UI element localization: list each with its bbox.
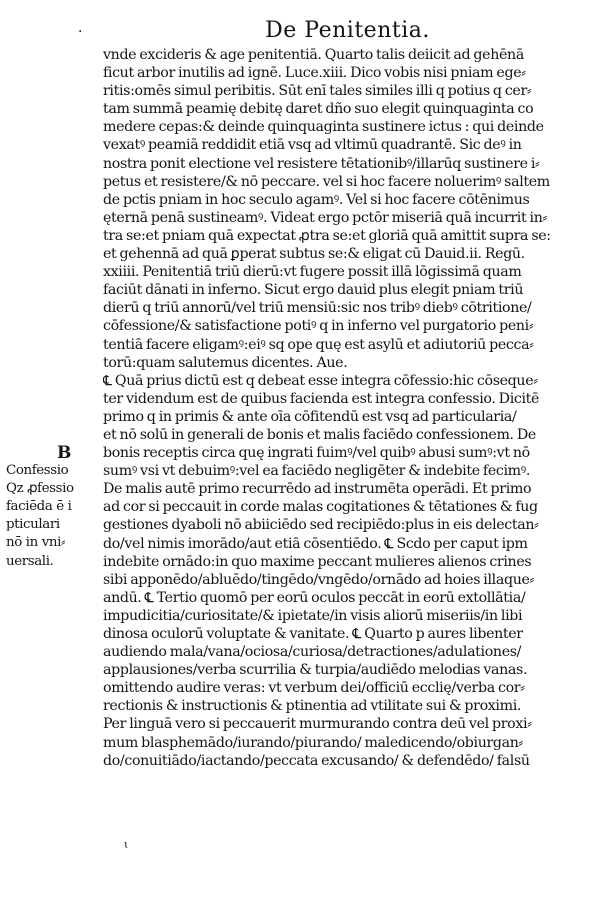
text-line: indebite ornādo:in quo maxime peccant mulieres alienos crines bbox=[103, 553, 532, 570]
margin-note-line: nō in vni⸗ bbox=[6, 535, 66, 551]
margin-note-line: uersali. bbox=[6, 553, 54, 569]
text-line: dierū q triū annorū/vel triū mensiū:sic nos tribꝰ diebꝰ cōtritione/ bbox=[103, 300, 532, 317]
text-line: applausiones/verba scurrilia & turpia/audiēdo melodias vanas. bbox=[103, 662, 528, 679]
text-line: andū. ℄ Tertio quomō per eorū oculos peccāt in eorū extollātia/ bbox=[103, 589, 526, 606]
text-line: do/vel nimis imorādo/aut etiā cōsentiēdo. ℄ Scdo per caput ipm bbox=[103, 535, 528, 552]
text-line: tam summā peamię debitę daret dño suo elegit quinquaginta co bbox=[103, 101, 534, 118]
text-line: tentiā facere eligamꝰ:eiꝰ sq ope quę est asylū et adiutoriū pecca⸗ bbox=[103, 336, 534, 353]
text-line: faciūt dānati in inferno. Sicut ergo dauid plus elegit pniam triū bbox=[103, 282, 524, 299]
page-foot-mark: ɩ bbox=[124, 838, 129, 851]
text-line: tra se:et pniam quā expectat ꝓtra se:et gloriā quā amittit supra se: bbox=[103, 227, 551, 244]
text-line: De malis autē primo recurrēdo ad instrumēta operādi. Et primo bbox=[103, 481, 532, 498]
text-line: omittendo audire veras: vt verbum dei/officiū ecclię/verba cor⸗ bbox=[103, 680, 525, 697]
text-line: ficut arbor inutilis ad ignē. Luce.xiii. Dico vobis nisi pniam ege⸗ bbox=[103, 65, 526, 82]
text-line: torū:quam salutemus dicentes. Aue. bbox=[103, 354, 348, 371]
text-line: do/conuitiādo/iactando/peccata excusando/ & defendēdo/ falsū bbox=[103, 752, 530, 769]
text-line: medere cepas:& deinde quinquaginta sustinere ictus : qui deinde bbox=[103, 119, 544, 136]
margin-initial: B bbox=[57, 444, 71, 463]
text-line: petus et resistere/& nō peccare. vel si hoc facere noluerimꝰ saltem bbox=[103, 173, 550, 190]
text-line: vnde excideris & age penitentiā. Quarto talis deiicit ad gehēnā bbox=[103, 47, 524, 63]
margin-notes bbox=[6, 444, 102, 571]
margin-note-line: Qz ꝓfessio bbox=[6, 481, 74, 497]
text-line: ęternā penā sustineamꝰ. Videat ergo pctōr miseriā quā incurrit in⸗ bbox=[103, 209, 547, 226]
text-line: sumꝰ vsi vt debuimꝰ:vel ea faciēdo negligēter & indebite fecimꝰ. bbox=[103, 463, 530, 480]
margin-note-line: faciēda ē i bbox=[6, 499, 72, 515]
text-line: vexatꝰ peamiā reddidit etiā vsq ad vltimū quadrantē. Sic deꝰ in bbox=[103, 137, 522, 154]
text-line: rectionis & instructionis & ptinentia ad vtilitate sui & proximi. bbox=[103, 698, 522, 715]
text-line: primo q in primis & ante oīa cōfitendū est vsq ad particularia/ bbox=[103, 408, 517, 425]
text-line: ritis:omēs simul peribitis. Sūt enī tales similes illi q potius q cer⸗ bbox=[103, 83, 532, 100]
text-line: Per linguā vero si peccauerit murmurando contra deū vel proxi⸗ bbox=[103, 716, 532, 733]
text-line: bonis receptis circa quę ingrati fuimꝰ/vel quibꝰ abusi sumꝰ:vt nō bbox=[103, 445, 530, 462]
margin-note-line: pticulari bbox=[6, 517, 60, 533]
text-line: cōfessione/& satisfactione potiꝰ q in inferno vel purgatorio peni⸗ bbox=[103, 318, 534, 335]
text-line: mum blasphemādo/iurando/piurando/ maledicendo/obiurgan⸗ bbox=[103, 734, 523, 751]
text-line: xxiiii. Penitentiā triū dierū:vt fugere possit illā lōgissimā quam bbox=[103, 264, 522, 281]
text-line: impudicitia/curiositate/& ipietate/in visis aliorū miseriis/in libi bbox=[103, 607, 523, 624]
text-line: de pctis pniam in hoc seculo agamꝰ. Vel si hoc facere cōtēnimus bbox=[103, 191, 530, 208]
text-line: ℄ Quā prius dictū est q debeat esse integra cōfessio:hic cōseque⸗ bbox=[103, 372, 538, 389]
text-line: audiendo mala/vana/ociosa/curiosa/detractiones/adulationes/ bbox=[103, 644, 522, 661]
text-line: dinosa oculorū voluptate & vanitate. ℄ Quarto p aures libenter bbox=[103, 626, 523, 642]
text-line: ad cor si peccauit in corde malas cogitationes & tētationes & fug bbox=[103, 499, 538, 516]
text-line: sibi apponēdo/abluēdo/tingēdo/vngēdo/ornādo ad hoies illaque⸗ bbox=[103, 571, 534, 588]
text-line: ter videndum est de quibus facienda est integra confessio. Dicitē bbox=[103, 390, 540, 407]
text-line: et nō solū in generali de bonis et malis faciēdo confessionem. De bbox=[103, 426, 536, 443]
text-line: et gehennā ad quā ꝑperat subtus se:& eligat cū Dauid.ii. Regū. bbox=[103, 246, 525, 263]
running-head: De Penitentia. bbox=[265, 18, 430, 43]
text-line: gestiones dyaboli nō abiiciēdo sed recipiēdo:plus in eis delectan⸗ bbox=[103, 517, 539, 534]
text-line: nostra ponit electione vel resistere tētationibꝰ/illarūq sustinere i⸗ bbox=[103, 155, 540, 172]
main-text-column bbox=[103, 46, 569, 770]
margin-note-line: Confessio bbox=[6, 463, 69, 479]
running-head-mark: · bbox=[78, 24, 83, 40]
